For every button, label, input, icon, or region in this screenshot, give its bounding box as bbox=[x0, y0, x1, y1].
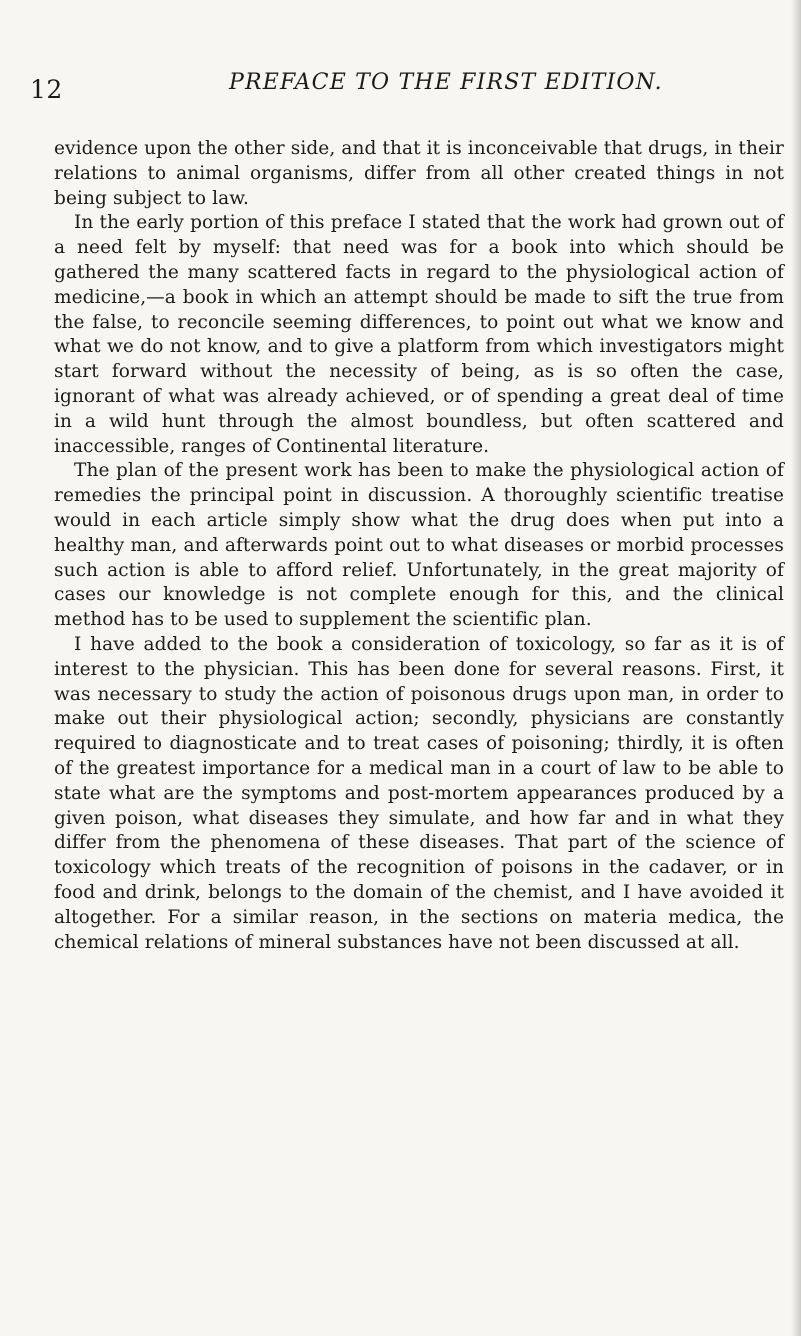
page-edge-shadow bbox=[791, 0, 801, 1336]
paragraph: I have added to the book a consideration of toxicology, so far as it is of interest to the physician. This has been done for several reasons. First, it was necessary to study the action of poisonous drugs upon man, in order to make out their physiological action; secondly, physicians are constantly required to diagnosticate and to treat cases of poisoning; thirdly, it is often of the greatest importance for a medical man in a court of law to be able to state what are the symptoms and post-mortem appearances produced by a given poison, what diseases they simulate, and how far and in what they differ from the phenomena of these diseases. That part of the science of toxicology which treats of the recognition of poisons in the cadaver, or in food and drink, belongs to the domain of the chemist, and I have avoided it altogether. For a similar reason, in the sections on materia medica, the chemical relations of mineral substances have not been discussed at all. bbox=[54, 633, 784, 953]
paragraph: In the early portion of this preface I stated that the work had grown out of a need felt by myself: that need was for a book into which should be gathered the many scattered facts in regard to the physiological action of medicine,—a book in which an attempt should be made to sift the true from the false, to reconcile seeming differences, to point out what we know and what we do not know, and to give a platform from which investigators might start forward without the necessity of being, as is so often the case, ignorant of what was already achieved, or of spending a great deal of time in a wild hunt through the almost boundless, but often scattered and inaccessible, ranges of Continental literature. bbox=[54, 212, 784, 457]
paragraph-continued: evidence upon the other side, and that it is inconceivable that drugs, in their relations to animal organisms, differ from all other created things in not being subject to law. bbox=[54, 138, 784, 209]
body-text bbox=[54, 137, 784, 955]
paragraph: The plan of the present work has been to make the physiological action of remedies the principal point in discussion. A thoroughly scientific treatise would in each article simply show what the drug does when put into a healthy man, and afterwards point out to what diseases or morbid processes such action is able to afford relief. Unfortunately, in the great majority of cases our knowledge is not complete enough for this, and the clinical method has to be used to supplement the scientific plan. bbox=[54, 460, 784, 631]
page-number: 12 bbox=[30, 75, 63, 104]
running-title: PREFACE TO THE FIRST EDITION. bbox=[229, 70, 663, 95]
